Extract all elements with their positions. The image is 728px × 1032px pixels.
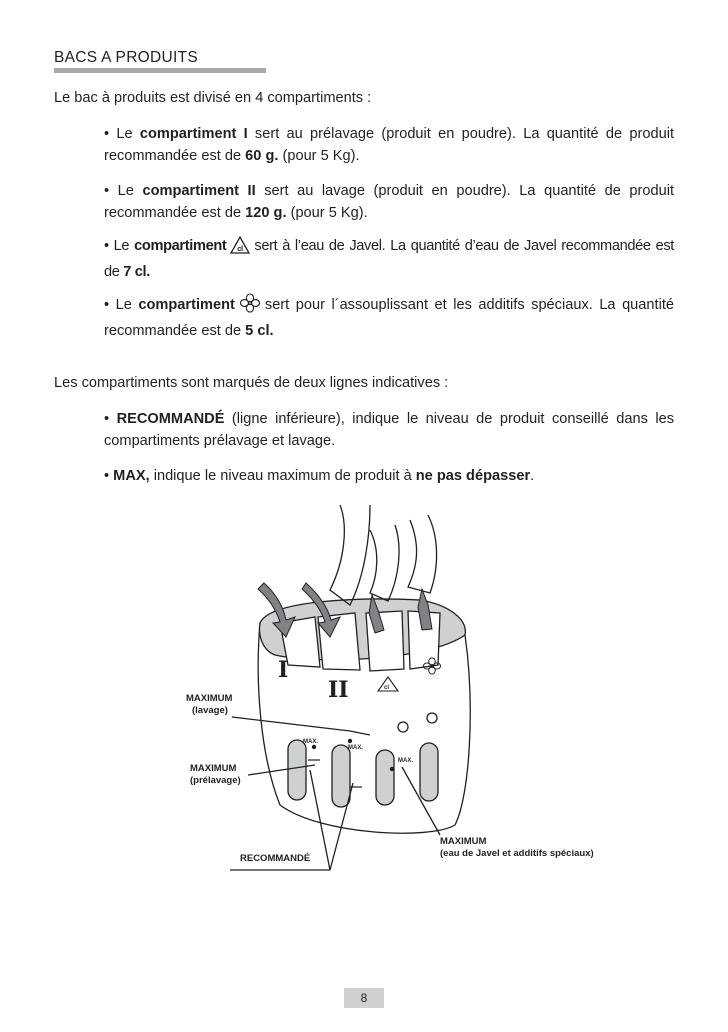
item-text-end: (pour 5 Kg). (278, 148, 360, 164)
max-mark-3: MAX. (398, 758, 413, 764)
item-text: indique le niveau maximum de produit à (149, 468, 416, 484)
flower-icon (422, 657, 442, 680)
label-max-prelavage: MAXIMUM (prélavage) (190, 763, 241, 786)
roman-numeral-2: II (328, 677, 349, 703)
mark-name: MAX, (113, 468, 150, 484)
roman-numeral-1: I (278, 657, 289, 683)
label-recommande: RECOMMANDÉ (240, 853, 311, 864)
emphasis: ne pas dépasser (415, 468, 531, 484)
detergent-drawer-illustration (170, 505, 630, 885)
max-mark-1: MAX. (303, 739, 318, 745)
bullet: • Le (104, 238, 135, 254)
amount: 5 cl. (245, 323, 274, 339)
list-item-compartment-bleach (104, 235, 674, 283)
label-max-lavage: MAXIMUM (lavage) (186, 693, 233, 716)
amount: 120 g. (245, 205, 287, 221)
section-heading: BACS A PRODUITS (54, 49, 199, 66)
bullet: • Le (104, 297, 139, 313)
item-text: (ligne inférieure), indique le niveau de produit conseillé dans les compartiments prélavage et lavage. (104, 411, 674, 449)
list-item-compartment-1 (104, 123, 674, 167)
svg-text:cl: cl (237, 244, 244, 253)
mark-name: RECOMMANDÉ (116, 411, 225, 427)
bullet: • Le (104, 183, 143, 199)
item-text: sert pour l´assouplissant et les additifs spéciaux. La quantité recommandée est de (104, 297, 675, 339)
bullet: • Le (104, 126, 140, 142)
drawer-drawing (170, 505, 630, 885)
compartment-name: compartiment (138, 297, 235, 313)
heading-underline (54, 68, 266, 73)
item-text: sert à l’eau de Javel. La quantité d’eau de Javel recommandée est de (104, 238, 675, 280)
bleach-cl-icon (230, 236, 250, 261)
compartment-name: compartiment II (142, 183, 256, 199)
list-item-compartment-2 (104, 180, 674, 224)
amount: 7 cl. (123, 264, 150, 280)
amount: 60 g. (245, 148, 279, 164)
label-max-javel: MAXIMUM (eau de Javel et additifs spéciaux) (440, 836, 594, 859)
list-item-max (104, 465, 674, 487)
bullet: • (104, 411, 117, 427)
flower-softener-icon (239, 293, 261, 320)
item-text-end: (pour 5 Kg). (286, 205, 368, 221)
list-item-compartment-softener (104, 293, 674, 342)
intro-paragraph: Le bac à produits est divisé en 4 compartiments : (54, 90, 372, 106)
bullet: • (104, 468, 114, 484)
list-item-recommande (104, 408, 674, 452)
item-text-end: . (530, 468, 535, 484)
page-number-box (344, 988, 384, 1008)
compartment-name: compartiment I (139, 126, 248, 142)
marks-intro-paragraph: Les compartiments sont marqués de deux lignes indicatives : (54, 375, 449, 391)
page-number: 8 (360, 991, 368, 1005)
item-text: sert au prélavage (produit en poudre). La quantité de produit recommandée est de (104, 126, 674, 164)
item-text: sert au lavage (produit en poudre). La quantité de produit recommandée est de (104, 183, 675, 221)
compartment-name: compartiment (134, 238, 227, 254)
max-mark-2: MAX. (348, 745, 363, 751)
cl-symbol: cl (384, 685, 390, 691)
